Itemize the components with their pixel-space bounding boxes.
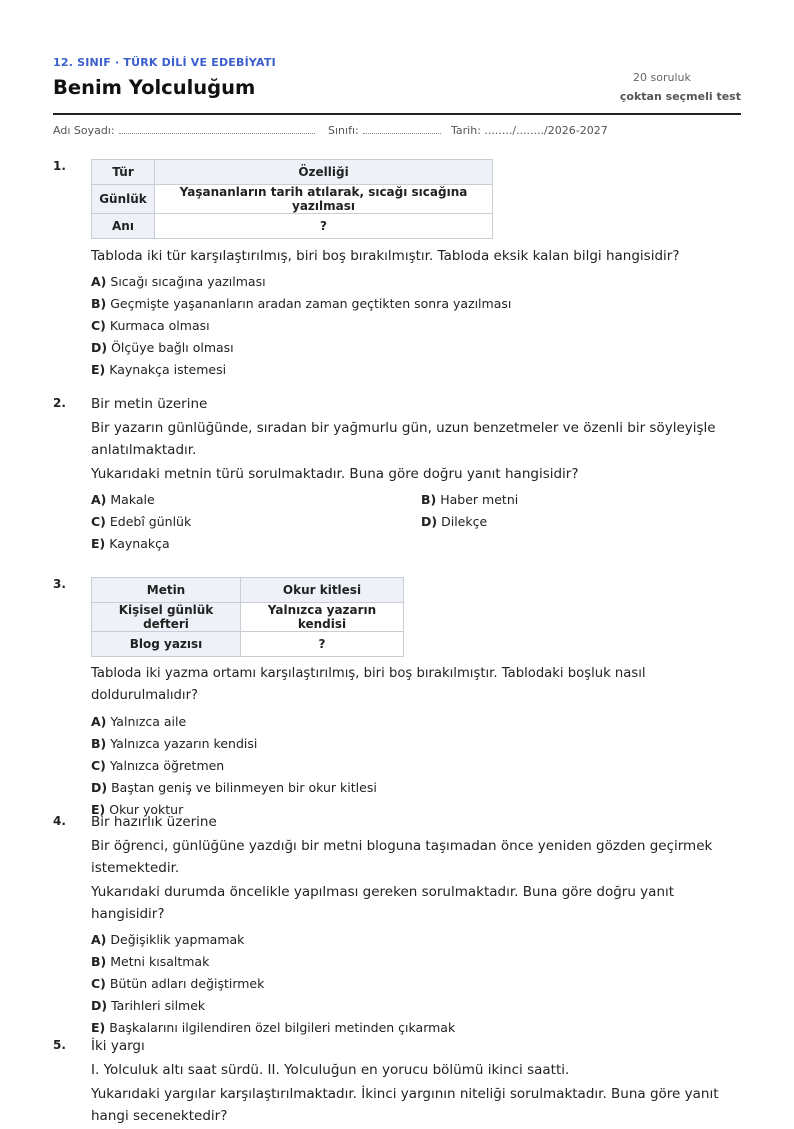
table-header-row: [92, 578, 404, 603]
table-cell: Yalnızca yazarın kendisi: [241, 603, 404, 632]
question-intro: Bir metin üzerine: [91, 396, 208, 412]
table-header-row: [92, 160, 493, 185]
table-header-cell: Tür: [92, 160, 155, 185]
question-intro: İki yargı: [91, 1038, 145, 1054]
table-cell: Günlük: [92, 185, 155, 214]
name-blank: [119, 124, 315, 134]
option-b[interactable]: B) Metni kısaltmak: [91, 954, 210, 969]
table-row: [92, 603, 404, 632]
table-cell: Kişisel günlük defteri: [92, 603, 241, 632]
comparison-table: [91, 577, 404, 657]
question-count: 20 soruluk: [633, 71, 691, 84]
question-number: 5.: [53, 1038, 66, 1052]
options-list: [91, 489, 751, 555]
option-a[interactable]: A) Yalnızca aile: [91, 714, 187, 729]
class-field: [328, 124, 441, 137]
table-row: [92, 185, 493, 214]
question-text: Yukarıdaki yargılar karşılaştırılmaktadır. İkinci yargının niteliği sorulmaktadır. Buna göre yanıt hangi secenektedir?: [91, 1086, 719, 1124]
question-text: Tabloda iki tür karşılaştırılmış, biri boş bırakılmıştır. Tabloda eksik kalan bilgi hangisidir?: [91, 248, 680, 264]
class-blank: [363, 124, 441, 134]
subject-label: 12. SINIF · TÜRK DİLİ VE EDEBİYATI: [53, 56, 276, 69]
option-c[interactable]: C) Kurmaca olması: [91, 318, 210, 333]
option-e[interactable]: E) Okur yoktur: [91, 802, 184, 817]
question-passage: Bir öğrenci, günlüğüne yazdığı bir metni bloguna taşımadan önce yeniden gözden geçirmek istemektedir.: [91, 838, 713, 876]
question-number: 1.: [53, 159, 66, 173]
question-intro: Bir hazırlık üzerine: [91, 814, 217, 830]
question-text: Yukarıdaki metnin türü sorulmaktadır. Buna göre doğru yanıt hangisidir?: [91, 466, 579, 482]
option-d[interactable]: D) Dilekçe: [421, 514, 488, 529]
table-cell: Yaşananların tarih atılarak, sıcağı sıcağına yazılması: [155, 185, 493, 214]
option-c[interactable]: C) Bütün adları değiştirmek: [91, 976, 265, 991]
class-label: Sınıfı:: [328, 124, 359, 137]
question-body: [91, 159, 751, 381]
question-passage: I. Yolculuk altı saat sürdü. II. Yolculuğun en yorucu bölümü ikinci saatti.: [91, 1062, 570, 1078]
question-body: [91, 1035, 751, 1129]
test-header: [53, 56, 741, 115]
question-body: [91, 393, 751, 555]
option-b[interactable]: B) Haber metni: [421, 492, 519, 507]
option-d[interactable]: D) Tarihleri silmek: [91, 998, 206, 1013]
name-field: [53, 124, 315, 137]
option-d[interactable]: D) Baştan geniş ve bilinmeyen bir okur kitlesi: [91, 780, 377, 795]
table-header-cell: Okur kitlesi: [241, 578, 404, 603]
date-label: Tarih: ......../......../2026-2027: [451, 124, 608, 137]
test-type: çoktan seçmeli test: [619, 90, 741, 103]
options-list: [91, 711, 751, 821]
question-number: 4.: [53, 814, 66, 828]
page-title: Benim Yolculuğum: [53, 76, 256, 99]
option-e[interactable]: E) Başkalarını ilgilendiren özel bilgileri metinden çıkarmak: [91, 1020, 456, 1035]
option-a[interactable]: A) Sıcağı sıcağına yazılması: [91, 274, 266, 289]
option-d[interactable]: D) Ölçüye bağlı olması: [91, 340, 234, 355]
table-row: [92, 632, 404, 657]
option-e[interactable]: E) Kaynakça: [91, 536, 170, 551]
question-number: 3.: [53, 577, 66, 591]
table-cell: ?: [241, 632, 404, 657]
table-cell: Anı: [92, 214, 155, 239]
question-number: 2.: [53, 396, 66, 410]
table-cell: ?: [155, 214, 493, 239]
table-header-cell: Özelliği: [155, 160, 493, 185]
question-body: [91, 811, 751, 1039]
question-body: [91, 577, 751, 821]
question-text: Tabloda iki yazma ortamı karşılaştırılmış, biri boş bırakılmıştır. Tablodaki boşluk nasıl doldurulmalıdır?: [91, 666, 646, 703]
comparison-table: [91, 159, 493, 239]
option-b[interactable]: B) Geçmişte yaşananların aradan zaman geçtikten sonra yazılması: [91, 296, 512, 311]
name-label: Adı Soyadı:: [53, 124, 115, 137]
question-passage: Bir yazarın günlüğünde, sıradan bir yağmurlu gün, uzun benzetmeler ve özenli bir söyleyişle anlatılmaktadır.: [91, 420, 716, 458]
options-list: [91, 929, 751, 1039]
table-row: [92, 214, 493, 239]
option-b[interactable]: B) Yalnızca yazarın kendisi: [91, 736, 258, 751]
options-list: [91, 271, 751, 381]
option-e[interactable]: E) Kaynakça istemesi: [91, 362, 227, 377]
date-field: [451, 124, 608, 137]
table-header-cell: Metin: [92, 578, 241, 603]
question-text: Yukarıdaki durumda öncelikle yapılması gereken sorulmaktadır. Buna göre doğru yanıt hangisidir?: [91, 884, 675, 922]
option-a[interactable]: A) Değişiklik yapmamak: [91, 932, 245, 947]
table-cell: Blog yazısı: [92, 632, 241, 657]
option-c[interactable]: C) Yalnızca öğretmen: [91, 758, 225, 773]
option-a[interactable]: A) Makale: [91, 492, 155, 507]
option-c[interactable]: C) Edebî günlük: [91, 514, 192, 529]
